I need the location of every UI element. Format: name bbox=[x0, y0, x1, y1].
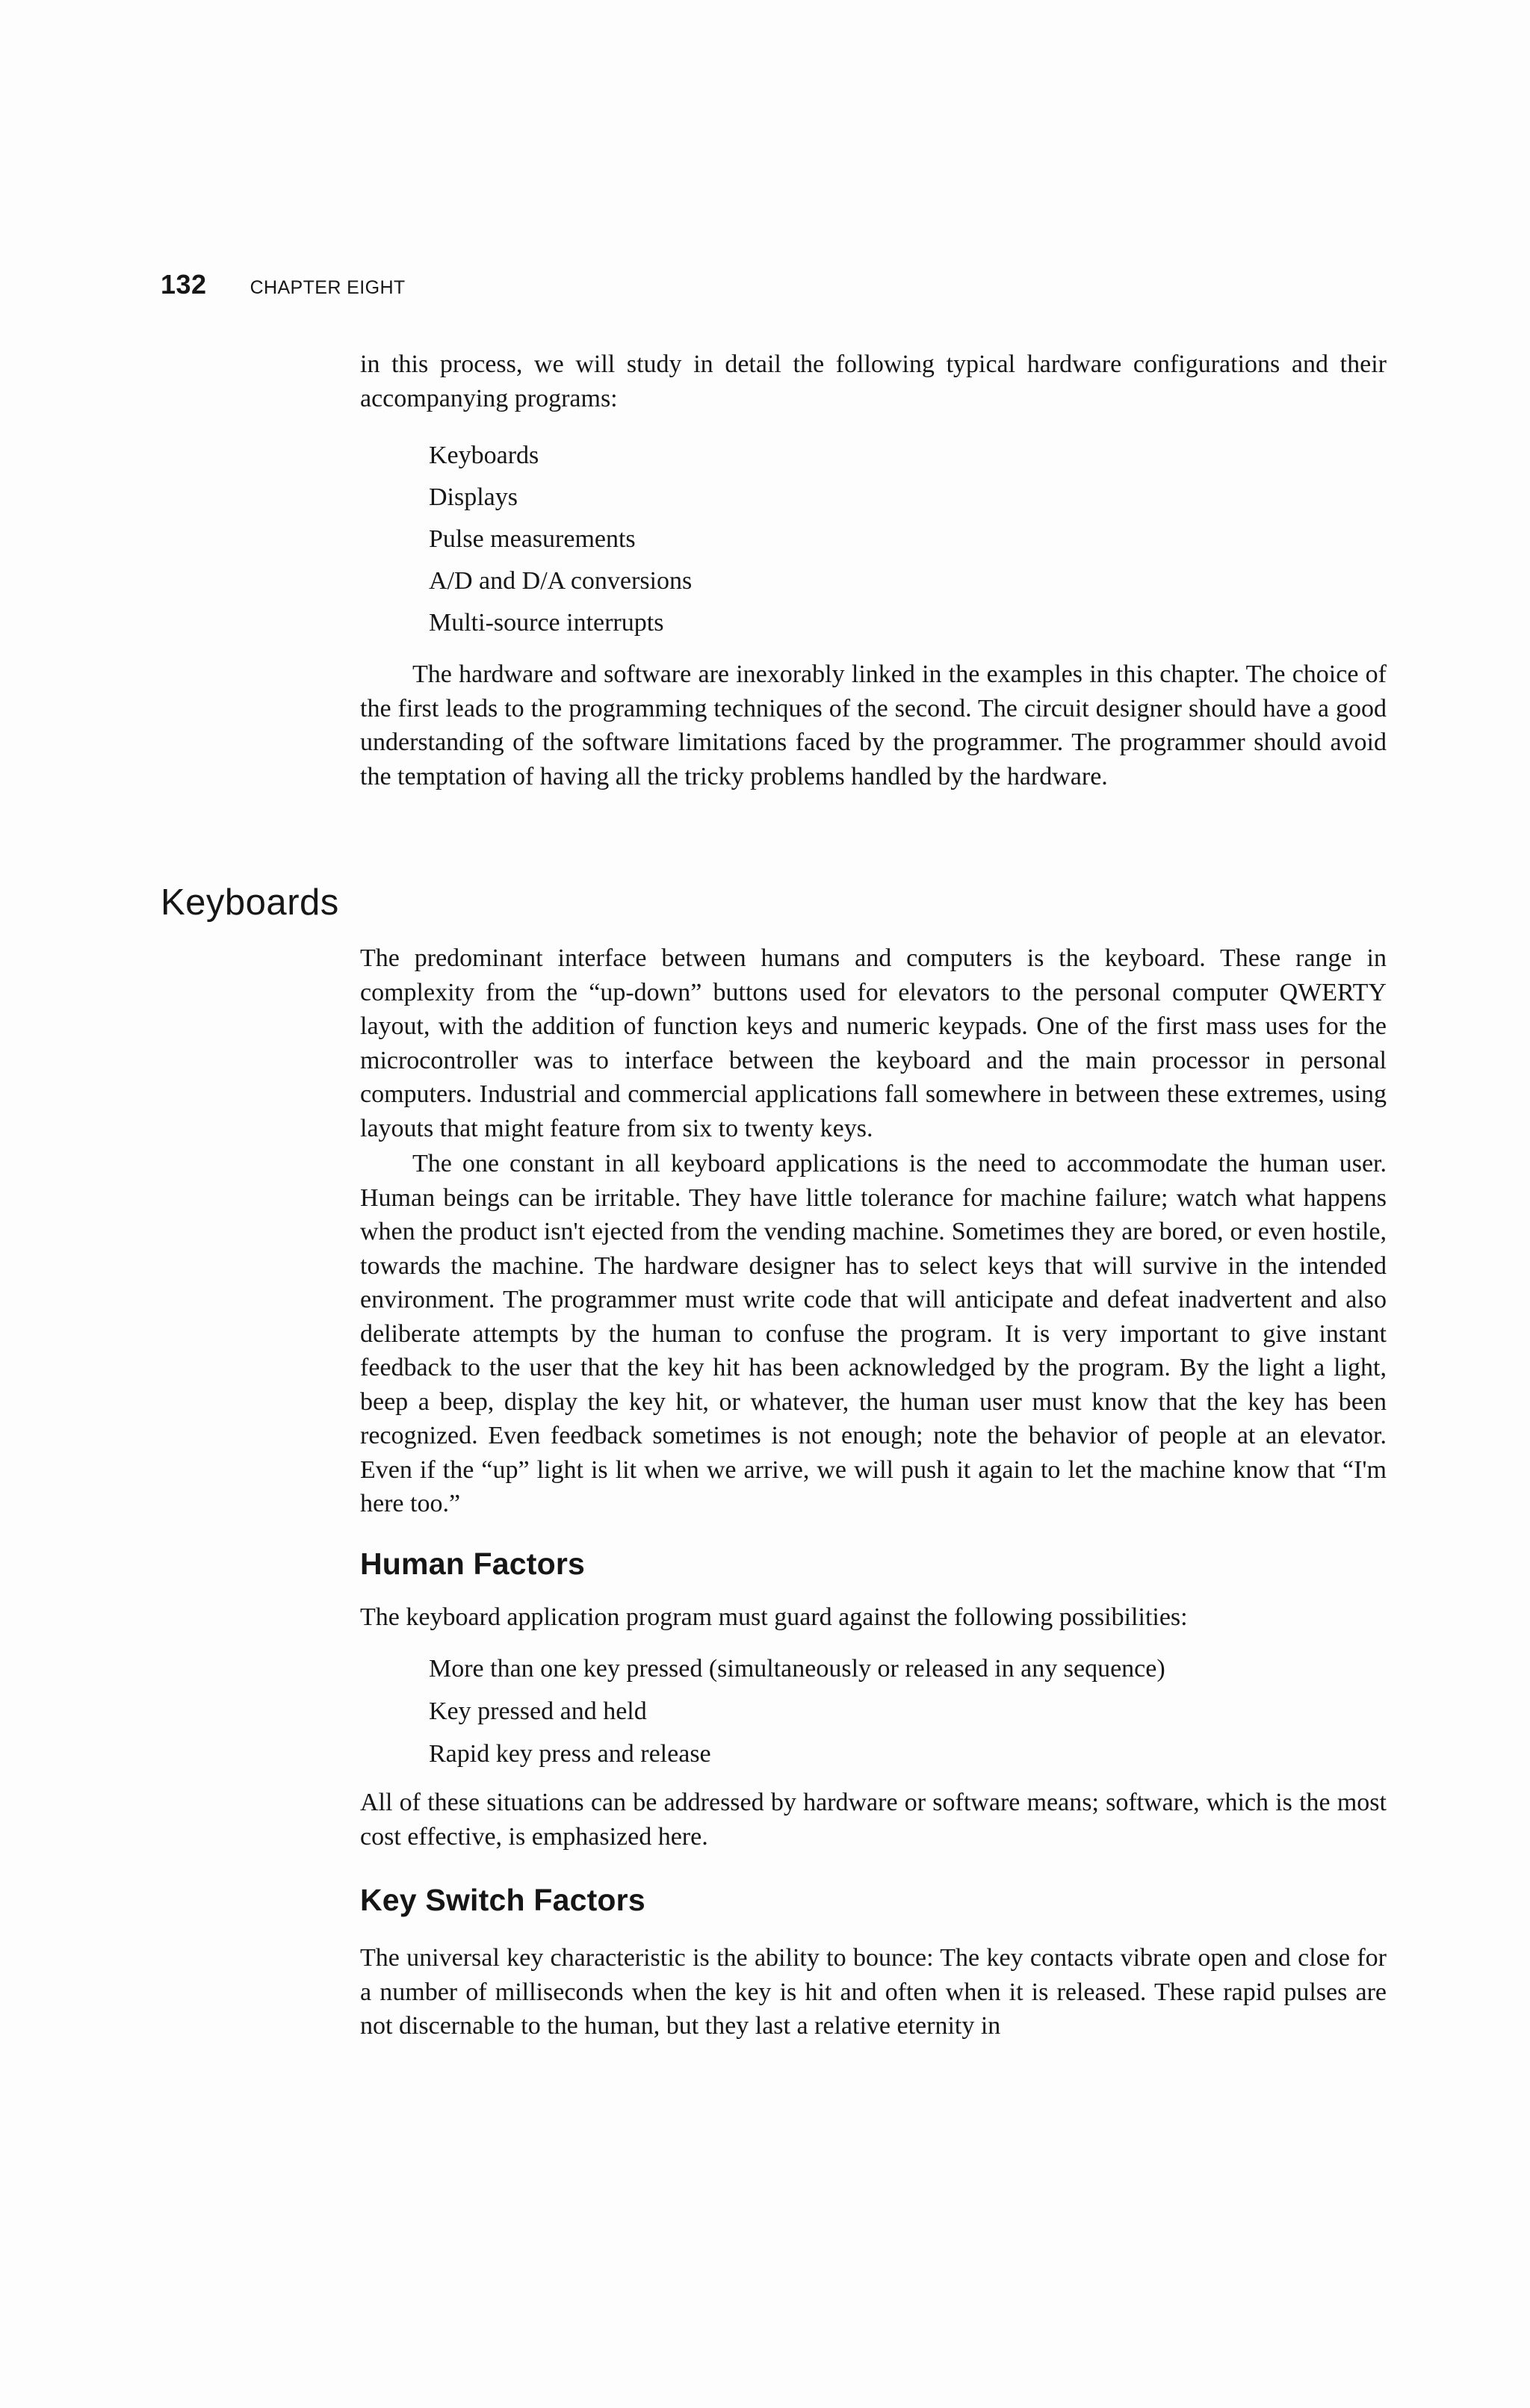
page-number: 132 bbox=[161, 269, 207, 300]
possibilities-list-item: Rapid key press and release bbox=[429, 1740, 711, 1768]
human-factors-closing-paragraph: All of these situations can be addressed by hardware or software means; software, which is the most cost effective, is emphasized here. bbox=[360, 1789, 1387, 1851]
subsection-title-human-factors: Human Factors bbox=[360, 1547, 586, 1581]
configuration-list-item: Pulse measurements bbox=[429, 525, 636, 553]
key-switch-paragraph: The universal key characteristic is the ability to bounce: The key contacts vibrate open and close for a number of milliseconds when the key is hit and often when it is released. These rapid pulses are not discernable to the human, but they last a relative eternity in bbox=[360, 1944, 1387, 2040]
chapter-label: CHAPTER EIGHT bbox=[250, 277, 406, 298]
keyboards-paragraph-2: The one constant in all keyboard applications is the need to accommodate the human user. Human beings can be irritable. They have little tolerance for machine failure; watch what happens when the product isn't ejected from the vending machine. Sometimes they are bored, or even hostile, towards the machine. The hardware designer has to select keys that will survive in the intended environment. The programmer must write code that will anticipate and defeat inadvertent and also deliberate attempts by the human to confuse the program. It is very important to give instant feedback to the user that the key hit has been acknowledged by the program. By the light a light, beep a beep, display the key hit, or whatever, the human user must know that the key has been recognized. Even feedback sometimes is not enough; note the behavior of people at an elevator. Even if the “up” light is lit when we arrive, we will push it again to let the machine know that “I'm here too.” bbox=[360, 1150, 1387, 1517]
subsection-title-key-switch-factors: Key Switch Factors bbox=[360, 1883, 645, 1917]
configuration-list bbox=[429, 435, 692, 644]
running-head bbox=[161, 269, 406, 302]
configuration-list-item: A/D and D/A conversions bbox=[429, 567, 693, 595]
keyboards-paragraph-1: The predominant interface between humans and computers is the keyboard. These range in complexity from the “up-down” buttons used for elevators to the personal computer QWERTY layout, with the addition of function keys and numeric keypads. One of the first mass uses for the microcontroller was to interface between the keyboard and the main processor in personal computers. Industrial and commercial applications fall somewhere in between these extremes, using layouts that might feature from six to twenty keys. bbox=[360, 944, 1387, 1142]
possibilities-list-item: More than one key pressed (simultaneously or released in any sequence) bbox=[429, 1655, 1165, 1683]
configuration-list-item: Multi-source interrupts bbox=[429, 609, 664, 637]
section-title-keyboards: Keyboards bbox=[161, 882, 339, 923]
possibilities-list-item: Key pressed and held bbox=[429, 1697, 647, 1725]
possibilities-list bbox=[429, 1647, 1165, 1775]
intro-closing-paragraph: The hardware and software are inexorably linked in the examples in this chapter. The choice of the first leads to the programming techniques of the second. The circuit designer should have a good understanding of the software limitations faced by the programmer. The programmer should avoid the temptation of having all the tricky problems handled by the hardware. bbox=[360, 660, 1387, 790]
intro-paragraph: in this process, we will study in detail the following typical hardware configurations and their accompanying programs: bbox=[360, 350, 1387, 412]
human-factors-intro: The keyboard application program must guard against the following possibilities: bbox=[360, 1603, 1188, 1631]
configuration-list-item: Displays bbox=[429, 483, 518, 511]
configuration-list-item: Keyboards bbox=[429, 442, 539, 469]
